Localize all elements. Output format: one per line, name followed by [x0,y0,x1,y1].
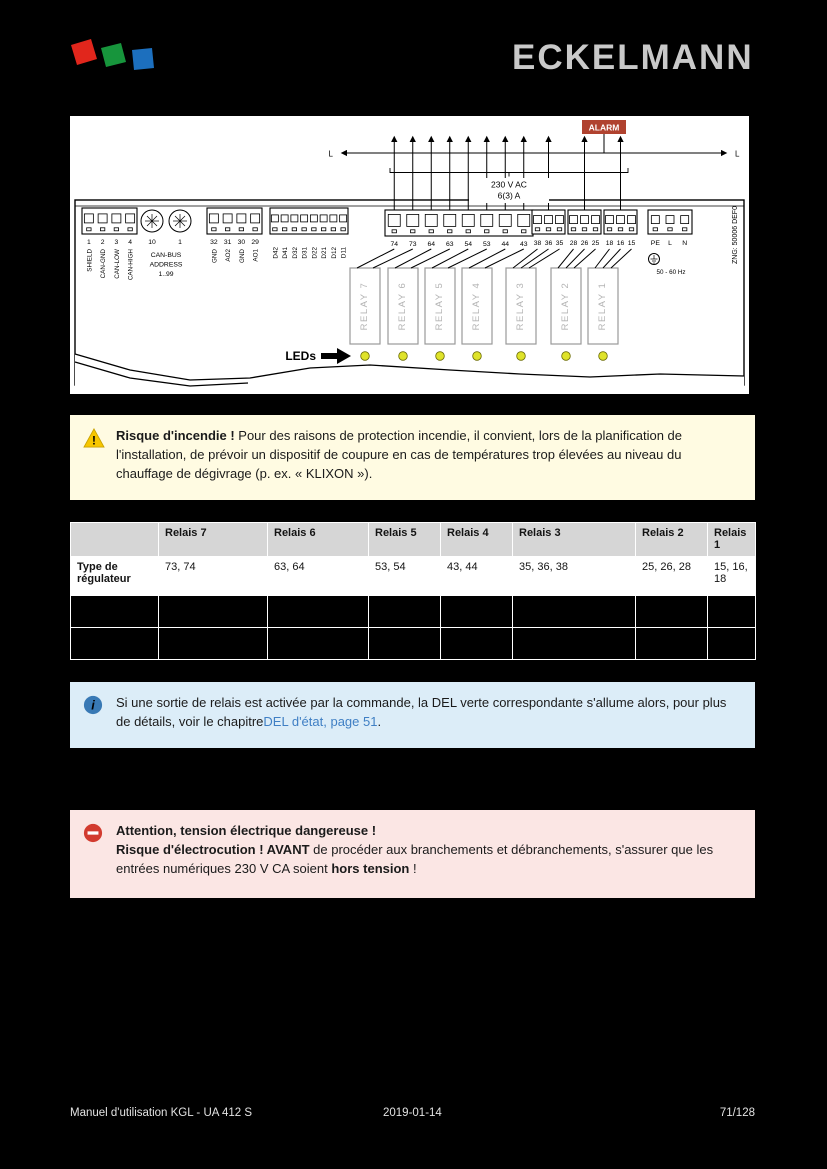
diagram-label: 43 [519,241,528,248]
svg-text:!: ! [92,433,96,448]
diagram-label: D22 [311,247,319,259]
diagram-label: D21 [321,247,329,259]
diagram-label: D12 [330,247,338,259]
diagram-label: 73 [408,241,417,248]
diagram-label: D41 [282,247,290,259]
diagram-label: 3 [114,239,119,246]
relay-terminals-cell [708,596,756,628]
led-indicator [562,352,571,361]
relay-terminals-cell [268,596,369,628]
info-icon [83,695,103,715]
diagram-label: 63 [445,241,454,248]
text-segment: Attention, tension électrique dangereuse ! [116,823,377,838]
relay-terminals-cell: 63, 64 [268,557,369,596]
diagram-label: 32 [210,239,218,246]
info-note-text [116,694,735,732]
text-segment: . [377,713,382,729]
diagram-label: 16 [616,240,625,247]
relay-terminals-cell: 43, 44 [441,557,513,596]
relay-terminals-cell [441,628,513,660]
relay-terminals-cell [636,596,708,628]
column-header: Relais 5 [369,523,441,557]
relay-terminals-cell [369,596,441,628]
board-id-label: ZNG: 50006 DEF0 [732,206,739,264]
canbus-address-label: 1..99 [158,271,174,278]
diagram-label: 30 [237,239,246,246]
relay-box-label: RELAY 4 [471,281,482,331]
footer-page-number: 71/128 [719,1107,755,1119]
brand-wordmark: ECKELMANN [512,38,754,77]
diagram-label: 53 [482,241,491,248]
relay-terminals-cell [636,628,708,660]
diagram-label: AO2 [225,249,233,262]
relay-terminals-cell [441,596,513,628]
text-segment: Pour des raisons de protection incendie, il convient, lors de la planification de l'installation, de prévoir un dispositif de coupure en cas de températures trop élevées au niveau du chauffage de dégivrage (p. ex. « KLIXON »). [116,428,682,481]
diagram-label: 1 [178,239,182,246]
diagram-label: 15 [627,240,636,247]
relay-box-label: RELAY 3 [515,281,526,331]
relay-terminals-cell [513,596,636,628]
relay-box-label: RELAY 7 [359,281,370,331]
column-header: Relais 2 [636,523,708,557]
relay-terminals-cell: 53, 54 [369,557,441,596]
diagram-label: CAN-HIGH [127,249,135,281]
diagram-label: AO1 [252,249,260,262]
relay-terminals-cell: 73, 74 [159,557,268,596]
diagram-label: GND [238,249,246,263]
text-segment: Risque d'électrocution ! AVANT [116,841,310,857]
column-header: Relais 3 [513,523,636,557]
danger-note [70,810,755,898]
relay-box-label: RELAY 1 [597,281,608,331]
line-label-right: L [735,149,740,159]
info-note [70,682,755,748]
text-segment: Si une sortie de relais est activée par la commande, la DEL verte correspondante s'allume alors, pour plus de détails, voir le chapitre [116,695,727,729]
voltage-brace [390,168,628,173]
table-row [71,628,756,660]
diagram-label: PE [650,240,660,247]
diagram-label: 28 [569,240,578,247]
relay-terminals-cell [708,628,756,660]
led-indicator [517,352,526,361]
diagram-label: 26 [580,240,589,247]
diagram-label: 29 [251,239,259,246]
no-entry-icon [83,823,103,843]
diagram-label: 31 [223,239,232,246]
diagram-label: D42 [272,247,280,259]
text-segment: ! [409,860,417,876]
text-segment: de procéder aux branchements et débranchements, s'assurer que les entrées numériques 230 V CA soient [116,841,714,876]
column-header: Relais 6 [268,523,369,557]
relay-assignment-table [70,522,756,660]
line-label-left: L [328,149,333,159]
diagram-label: CAN-GND [100,249,108,279]
diagram-label: D32 [291,247,299,259]
table-header-row [71,523,756,557]
wiring-diagram [70,116,749,394]
relay-terminals-cell: 25, 26, 28 [636,557,708,596]
diagram-label: 44 [501,241,510,248]
warning-icon [83,428,105,448]
led-indicator [473,352,482,361]
relay-box-label: RELAY 6 [397,281,408,331]
relay-terminals-cell: 15, 16, 18 [708,557,756,596]
led-indicator [361,352,370,361]
row-label [71,596,159,628]
diagram-label: 1 [86,239,91,246]
diagram-label: 2 [100,239,105,246]
column-header: Relais 7 [159,523,268,557]
alarm-label: ALARM [588,122,620,133]
led-indicator [436,352,445,361]
row-label [71,628,159,660]
diagram-label: 54 [464,241,473,248]
column-header: Relais 4 [441,523,513,557]
amperage-label: 6(3) A [497,190,521,201]
diagram-label: 10 [148,239,156,246]
logo-blue-shape [132,48,154,70]
canbus-address-label: ADDRESS [149,261,183,269]
leds-label: LEDs [285,349,316,363]
diagram-label: 64 [427,241,436,248]
fire-warning-note [70,415,755,500]
svg-text:i: i [91,697,95,713]
diagram-label: 18 [605,240,614,247]
wiring-diagram-svg [70,116,749,394]
diagram-label: 74 [390,241,399,248]
diagram-label: D11 [340,247,348,259]
logo-green-shape [101,43,126,67]
chapter-link[interactable]: DEL d'état, page 51 [263,713,378,729]
table-row [71,596,756,628]
text-segment: Risque d'incendie ! [116,428,235,443]
relay-box-label: RELAY 5 [434,281,445,331]
relay-terminals-cell [159,596,268,628]
diagram-label: L [668,240,672,247]
table-row [71,557,756,596]
led-indicator [399,352,408,361]
diagram-label: GND [211,249,219,263]
diagram-label: D31 [301,247,309,259]
canbus-address-label: CAN-BUS [150,252,182,259]
diagram-label: 35 [555,240,564,247]
diagram-label: SHIELD [86,249,94,272]
diagram-label: 36 [544,240,553,247]
led-indicator [599,352,608,361]
relay-terminals-cell [513,628,636,660]
eckelmann-logo [70,38,162,72]
relay-terminals-cell [268,628,369,660]
diagram-label: CAN-LOW [113,249,121,279]
column-header [71,523,159,557]
frequency-label: 50 - 60 Hz [656,269,686,276]
diagram-label: N [682,240,688,247]
fire-warning-text [116,427,735,484]
footer-document-title: Manuel d'utilisation KGL - UA 412 S [70,1107,253,1119]
relay-terminals-cell: 35, 36, 38 [513,557,636,596]
diagram-label: 25 [591,240,600,247]
text-segment: hors tension [331,860,410,876]
diagram-label: 38 [533,240,542,247]
diagram-label: 4 [128,239,133,246]
relay-terminals-cell [159,628,268,660]
relay-box-label: RELAY 2 [560,281,571,331]
column-header: Relais 1 [708,523,756,557]
relay-terminals-cell [369,628,441,660]
danger-note-text [116,822,735,879]
voltage-label: 230 V AC [491,179,527,190]
logo-red-shape [71,39,97,65]
row-label: Type de régulateur [71,557,159,596]
footer-date: 2019-01-14 [383,1107,442,1119]
